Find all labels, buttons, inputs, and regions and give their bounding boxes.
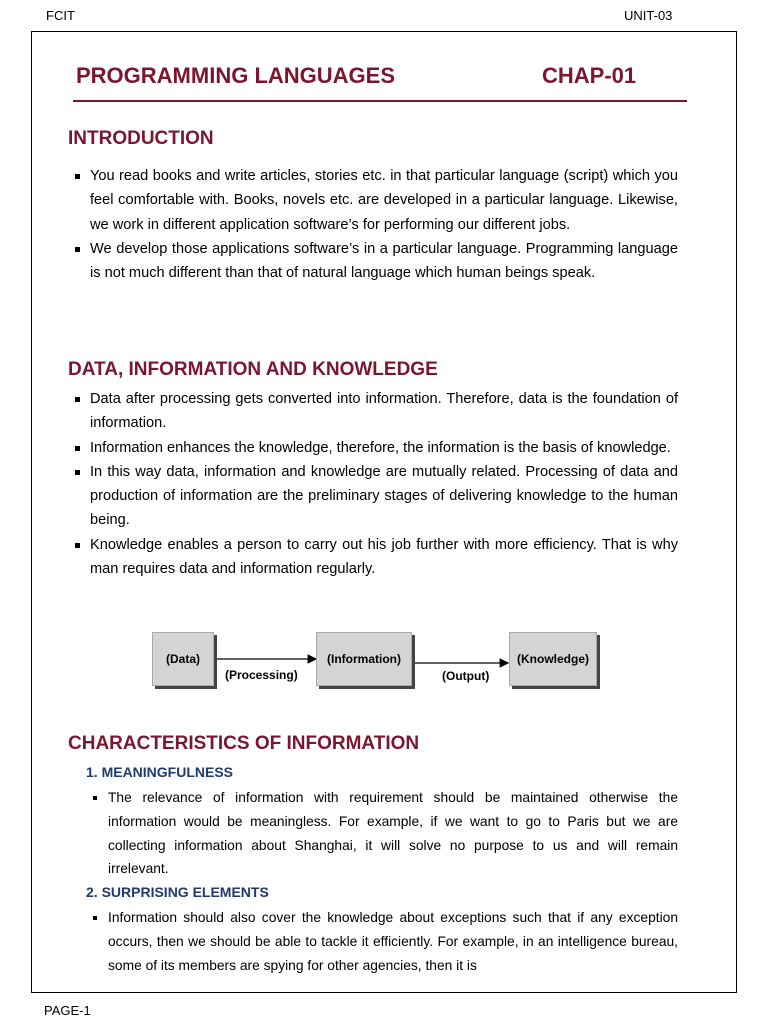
subheading-meaningfulness: 1. MEANINGFULNESS [86, 764, 234, 780]
list-item: Data after processing gets converted into information. Therefore, data is the foundation of information. [70, 387, 678, 436]
intro-list [70, 164, 678, 285]
title-divider [73, 100, 687, 102]
label-output: (Output) [442, 669, 490, 683]
list-item: We develop those applications software’s in a particular language. Programming language is not much different than that of natural language which human beings speak. [70, 237, 678, 286]
surprising-elements-list [90, 906, 678, 977]
list-item: Information should also cover the knowledge about exceptions such that if any exception occurs, then we should be able to tackle it efficiently. For example, in an intelligence bureau, some of its members are spying for other agencies, then it is [90, 906, 678, 977]
box-data: (Data) [152, 632, 214, 686]
heading-data-information: DATA, INFORMATION AND KNOWLEDGE [68, 359, 438, 380]
header-left: FCIT [46, 8, 75, 23]
data-flow-diagram [150, 632, 602, 696]
box-information: (Information) [316, 632, 412, 686]
list-item: The relevance of information with requirement should be maintained otherwise the information would be meaningless. For example, if we want to go to Paris but we are collecting information about Shanghai, it will solve no purpose to us and will remain irrelevant. [90, 786, 678, 881]
meaningfulness-list [90, 786, 678, 881]
box-knowledge: (Knowledge) [509, 632, 597, 686]
page-number: PAGE-1 [44, 1003, 91, 1018]
page-title: PROGRAMMING LANGUAGES [76, 63, 395, 88]
subheading-surprising-elements: 2. SURPRISING ELEMENTS [86, 884, 269, 900]
data-info-list [70, 387, 678, 581]
header-right: UNIT-03 [624, 8, 673, 23]
heading-introduction: INTRODUCTION [68, 128, 214, 149]
list-item: In this way data, information and knowledge are mutually related. Processing of data and production of information are the preliminary stages of delivering knowledge to the human being. [70, 460, 678, 533]
list-item: You read books and write articles, stories etc. in that particular language (script) which you feel comfortable with. Books, novels etc. are developed in a particular language. Likewise, we work in different application software’s for performing our different jobs. [70, 164, 678, 237]
heading-characteristics: CHARACTERISTICS OF INFORMATION [68, 733, 420, 754]
list-item: Information enhances the knowledge, therefore, the information is the basis of knowledge. [70, 436, 678, 460]
label-processing: (Processing) [225, 668, 298, 682]
list-item: Knowledge enables a person to carry out his job further with more efficiency. That is why man requires data and information regularly. [70, 533, 678, 582]
chapter-label: CHAP-01 [542, 63, 637, 88]
